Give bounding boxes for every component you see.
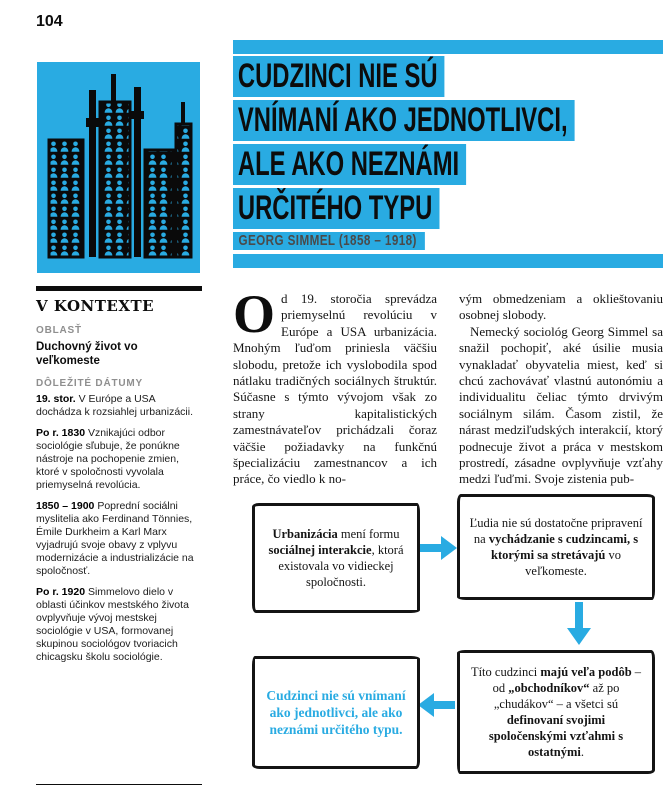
context-date-lead: Po r. 1830 [36,427,86,439]
flowchart-box-conclusion [252,656,420,769]
flowchart-box-conclusion-text: Cudzinci nie sú vnímaní ako jednotlivci, ale ako neznámi určitého typu. [266,688,406,737]
page-number: 104 [36,13,63,30]
context-panel [36,286,202,672]
title-top-strip [233,40,663,54]
context-date-text: Simmelovo dielo v oblasti účinkov mestského života ovplyvňuje vývoj mestskej sociológie v USA, formovanej skupinou sociológov tvoriacich chicagsku školu sociológie. [36,586,189,663]
body-text-col1: d 19. storočia sprevádza priemyselnú revolúciu v Európe a USA urbanizácia. Mnohým ľuďom priniesla väčšiu slobodu, pretože ich vyslobodila spod nátlaku tradičných sociálnych štruktúr. Súčasne s týmto vývojom však zo strany kapitalistických zamestnávateľov prichádzali čoraz väčšie požiadavky na funkčnú špecializáciu zamestnancov a ich práce, čo viedlo k no- [233,291,437,487]
article-title-line-4: URČITÉHO TYPU [233,188,439,229]
flowchart-box-people-text: Ľudia nie sú dostatočne pripravení na vychádzanie s cudzincami, s ktorými sa stretávajú vo veľkomeste. [469,516,643,578]
body-text-col2-p1: vým obmedzeniam a oklieštovaniu osobnej slobody. [459,291,663,323]
context-date-text: Vznikajúci odbor sociológie sľubuje, že ponúkne nástroje na pochopenie zmien, ktoré v spoločnosti vyvolala priemyselná revolúcia. [36,427,180,491]
title-line-row [233,144,663,188]
title-line-row [233,100,663,144]
context-date-lead: 19. stor. [36,393,76,405]
body-text-col2-p2: Nemecký sociológ Georg Simmel sa snažil pochopiť, aké úsilie musia vynakladať obyvatelia miest, keď si chcú zachovávať vlastnú autonómiu a individualitu čeliac týmto drvivým sociálnym silám. Časom zistil, že nárast medziľudských interakcií, ktorý podnecuje život a práca v mestskom prostredí, zásadne ovplyvňuje vzťahy medzi ľuďmi. Svoje zistenia pub- [459,323,663,487]
article-title-block [233,40,663,268]
context-area-label: OBLASŤ [36,325,82,336]
flow-arrow-down-icon [566,602,592,646]
body-column-1 [233,291,437,487]
flowchart-box-urbanization-text: Urbanizácia mení formu sociálnej interakcie, ktorá existovala vo vidieckej spoločnosti. [268,527,404,589]
article-title-line-2: VNÍMANÍ AKO JEDNOTLIVCI, [233,100,575,141]
flowchart-box-strangers [457,650,655,774]
context-bottom-rule [36,784,202,785]
body-column-2 [459,291,663,487]
flow-arrow-right-icon [420,535,458,561]
title-line-row [233,56,663,100]
article-title-line-3: ALE AKO NEZNÁMI [233,144,466,185]
title-line-row [233,188,663,232]
context-date-text: Poprední sociálni myslitelia ako Ferdinand Tönnies, Émile Durkheim a Karl Marx vyjadrujú svoje obavy z vplyvu modernizácie a industrializácie na spoločnosť. [36,500,194,577]
article-author-dates: GEORG SIMMEL (1858 – 1918) [233,232,425,250]
context-date-text: V Európe a USA dochádza k rozsiahlej urbanizácii. [36,393,194,418]
context-date-entry [36,500,202,578]
context-date-entry [36,427,202,492]
context-date-entry [36,393,202,419]
context-heading: V KONTEXTE [36,297,155,315]
context-area-value: Duchovný život vo veľkomeste [36,341,138,367]
flow-arrow-left-icon [417,692,455,718]
city-skyline-crowd-illustration [37,62,200,273]
flowchart-box-urbanization [252,503,420,613]
context-date-lead: 1850 – 1900 [36,500,95,512]
flowchart-box-strangers-text: Títo cudzinci majú veľa podôb – od „obchodníkov“ až po „chudákov“ – a všetci sú definovaní svojimi spoločenskými vzťahmi s ostatnými. [470,665,642,759]
context-top-rule [36,286,202,291]
dropcap-letter: O [233,291,276,344]
context-date-lead: Po r. 1920 [36,586,86,598]
flowchart-box-people [457,494,655,600]
subtitle-row [233,232,663,252]
context-date-entry [36,586,202,664]
article-title-line-1: CUDZINCI NIE SÚ [233,56,445,97]
title-bottom-strip [233,254,663,268]
context-dates-label: DÔLEŽITÉ DÁTUMY [36,378,143,389]
